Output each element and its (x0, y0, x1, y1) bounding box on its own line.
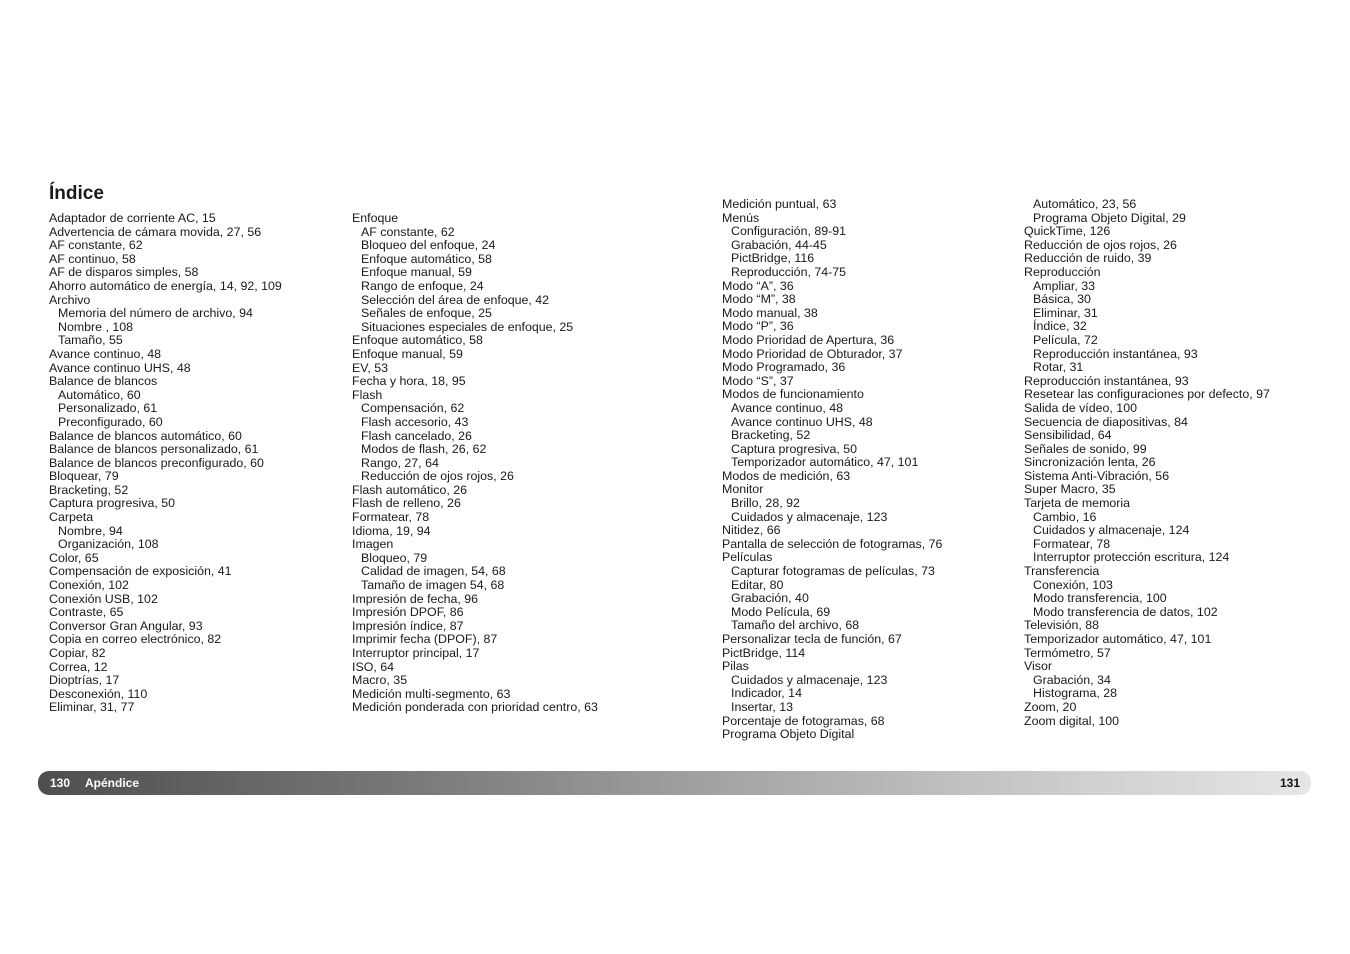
index-entry: Desconexión, 110 (49, 686, 148, 701)
index-subentry: Tamaño de imagen 54, 68 (361, 578, 505, 593)
index-subentry: Programa Objeto Digital, 29 (1033, 210, 1186, 225)
index-entry: Carpeta (49, 510, 94, 525)
index-subentry: Memoria del número de archivo, 94 (58, 306, 253, 321)
index-entry: Copia en correo electrónico, 82 (49, 632, 222, 647)
index-entry: Conexión, 102 (49, 578, 129, 593)
index-entry: Flash (352, 387, 383, 402)
index-entry: Balance de blancos (49, 374, 158, 389)
index-entry: Pantalla de selección de fotogramas, 76 (722, 536, 943, 551)
index-entry: Ahorro automático de energía, 14, 92, 109 (49, 278, 282, 293)
index-entry: Captura progresiva, 50 (49, 496, 176, 511)
index-subentry: Automático, 60 (58, 387, 141, 402)
index-entry: Idioma, 19, 94 (352, 523, 431, 538)
index-subentry: Formatear, 78 (1033, 536, 1111, 551)
index-entry: Monitor (722, 482, 764, 497)
index-entry: Eliminar, 31, 77 (49, 700, 135, 715)
index-subentry: Reproducción instantánea, 93 (1033, 346, 1198, 361)
index-subentry: Rango, 27, 64 (361, 455, 439, 470)
index-entry: Compensación de exposición, 41 (49, 564, 232, 579)
index-entry: ISO, 64 (352, 659, 395, 674)
right-page-number: 131 (1279, 776, 1300, 790)
index-subentry: Automático, 23, 56 (1033, 197, 1137, 211)
index-subentry: Histograma, 28 (1033, 686, 1118, 701)
index-entry: AF de disparos simples, 58 (49, 265, 199, 280)
left-page-number: 130 (50, 776, 71, 790)
index-subentry: Modo transferencia de datos, 102 (1033, 604, 1218, 619)
index-column-4 (1024, 198, 1270, 728)
index-entry: Avance continuo, 48 (49, 346, 162, 361)
index-entry: Imagen (352, 537, 394, 552)
index-entry: Impresión índice, 87 (352, 618, 464, 633)
index-entry: PictBridge, 114 (722, 645, 806, 660)
index-subentry: Modo transferencia, 100 (1033, 591, 1167, 606)
index-entry: Modos de funcionamiento (722, 387, 864, 402)
index-entry: Balance de blancos automático, 60 (49, 428, 242, 443)
index-entry: Modos de medición, 63 (722, 468, 851, 483)
index-entry: Menús (722, 210, 760, 225)
index-subentry: Compensación, 62 (361, 401, 465, 416)
index-entry: Sincronización lenta, 26 (1024, 455, 1156, 470)
index-subentry: Rotar, 31 (1033, 360, 1084, 375)
index-entry: Flash de relleno, 26 (352, 496, 461, 511)
index-entry: Balance de blancos preconfigurado, 60 (49, 455, 264, 470)
index-entry: Medición ponderada con prioridad centro, 63 (352, 700, 598, 715)
footer-bar (38, 771, 1311, 795)
index-subentry: PictBridge, 116 (731, 251, 815, 266)
index-entry: Avance continuo UHS, 48 (49, 360, 191, 375)
index-entry: Advertencia de cámara movida, 27, 56 (49, 224, 262, 239)
index-entry: Zoom, 20 (1024, 699, 1077, 714)
index-entry: Interruptor principal, 17 (352, 646, 480, 660)
index-entry: Modo Prioridad de Apertura, 36 (722, 332, 895, 347)
index-entry: Imprimir fecha (DPOF), 87 (352, 632, 498, 647)
index-subentry: Bloqueo del enfoque, 24 (361, 238, 496, 253)
index-entry: AF continuo, 58 (49, 251, 136, 266)
index-subentry: Índice, 32 (1033, 319, 1087, 334)
index-subentry: Rango de enfoque, 24 (361, 278, 484, 293)
index-entry: Medición multi-segmento, 63 (352, 686, 511, 701)
index-entry: Conexión USB, 102 (49, 591, 158, 606)
index-entry: Modo “P”, 36 (722, 319, 794, 334)
index-entry: Secuencia de diapositivas, 84 (1024, 414, 1188, 429)
index-entry: Reducción de ojos rojos, 26 (1024, 237, 1177, 252)
index-entry: Reproducción instantánea, 93 (1024, 373, 1189, 388)
index-subentry: Grabación, 44-45 (731, 237, 827, 252)
index-entry: Bracketing, 52 (49, 482, 129, 497)
index-subentry: Reproducción, 74-75 (731, 264, 847, 279)
index-subentry: Preconfigurado, 60 (58, 414, 163, 429)
index-entry: Nitidez, 66 (722, 523, 781, 538)
index-entry: Enfoque (352, 211, 399, 225)
index-subentry: Básica, 30 (1033, 292, 1091, 307)
index-entry: Tarjeta de memoria (1024, 496, 1131, 511)
index-subentry: Bracketing, 52 (731, 428, 811, 443)
index-entry: Modo “M”, 38 (722, 292, 796, 307)
index-entry: Impresión DPOF, 86 (352, 605, 464, 620)
index-subentry: Modos de flash, 26, 62 (361, 442, 487, 457)
index-entry: Salida de vídeo, 100 (1024, 400, 1137, 415)
index-entry: Porcentaje de fotogramas, 68 (722, 713, 885, 728)
index-entry: Temporizador automático, 47, 101 (1024, 632, 1212, 646)
index-entry: Sensibilidad, 64 (1024, 428, 1112, 443)
index-entry: Películas (722, 550, 773, 565)
index-entry: Copiar, 82 (49, 646, 106, 660)
index-subentry: Brillo, 28, 92 (731, 496, 800, 511)
index-entry: Enfoque manual, 59 (352, 346, 463, 361)
index-subentry: Eliminar, 31 (1033, 305, 1098, 320)
index-entry: Visor (1024, 659, 1053, 674)
index-subentry: Grabación, 34 (1033, 672, 1111, 687)
section-name: Apéndice (85, 776, 140, 790)
index-entry: EV, 53 (352, 360, 389, 375)
index-subentry: Flash accesorio, 43 (361, 414, 469, 429)
index-subentry: Grabación, 40 (731, 591, 809, 606)
index-column-3 (722, 198, 942, 742)
index-entry: Medición puntual, 63 (722, 197, 837, 211)
index-subentry: Película, 72 (1033, 332, 1098, 347)
index-subentry: Cuidados y almacenaje, 124 (1033, 523, 1190, 538)
index-entry: Bloquear, 79 (49, 469, 119, 484)
index-subentry: Situaciones especiales de enfoque, 25 (361, 319, 574, 334)
index-entry: Fecha y hora, 18, 95 (352, 374, 466, 389)
index-subentry: Calidad de imagen, 54, 68 (361, 564, 506, 579)
index-entry: Formatear, 78 (352, 510, 430, 525)
index-entry: Señales de sonido, 99 (1024, 441, 1147, 456)
index-entry: QuickTime, 126 (1024, 224, 1111, 239)
index-subentry: Modo Película, 69 (731, 604, 831, 619)
index-entry: Reducción de ruido, 39 (1024, 251, 1152, 266)
index-subentry: Capturar fotogramas de películas, 73 (731, 564, 935, 579)
index-entry: Modo “S”, 37 (722, 373, 794, 388)
index-subentry: Avance continuo UHS, 48 (731, 414, 873, 429)
index-subentry: Temporizador automático, 47, 101 (731, 455, 919, 470)
index-subentry: Selección del área de enfoque, 42 (361, 292, 550, 307)
index-entry: Impresión de fecha, 96 (352, 591, 479, 606)
index-entry: Resetear las configuraciones por defecto, 97 (1024, 387, 1270, 402)
index-subentry: Nombre, 94 (58, 523, 123, 538)
index-subentry: Tamaño, 55 (58, 333, 123, 348)
index-subentry: Reducción de ojos rojos, 26 (361, 469, 514, 484)
index-entry: Balance de blancos personalizado, 61 (49, 442, 259, 457)
index-entry: Archivo (49, 292, 91, 307)
index-subentry: Avance continuo, 48 (731, 400, 844, 415)
index-entry: Transferencia (1024, 564, 1100, 579)
index-entry: Personalizar tecla de función, 67 (722, 632, 902, 646)
index-entry: AF constante, 62 (49, 238, 143, 253)
index-entry: Modo Programado, 36 (722, 360, 846, 375)
index-subentry: Insertar, 13 (731, 699, 793, 714)
index-entry: Pilas (722, 659, 749, 674)
index-entry: Contraste, 65 (49, 605, 124, 620)
index-subentry: Nombre , 108 (58, 319, 134, 334)
index-subentry: Bloqueo, 79 (361, 550, 428, 565)
index-entry: Color, 65 (49, 550, 99, 565)
index-entry: Modo manual, 38 (722, 305, 818, 320)
index-entry: Modo “A”, 36 (722, 278, 794, 293)
index-subentry: Personalizado, 61 (58, 401, 158, 416)
index-subentry: AF constante, 62 (361, 224, 455, 239)
index-subentry: Cambio, 16 (1033, 509, 1097, 524)
index-entry: Sistema Anti-Vibración, 56 (1024, 468, 1170, 483)
index-entry: Televisión, 88 (1024, 618, 1100, 633)
index-subentry: Interruptor protección escritura, 124 (1033, 550, 1230, 565)
index-entry: Correa, 12 (49, 659, 108, 674)
index-subentry: Editar, 80 (731, 577, 784, 592)
index-entry: Termómetro, 57 (1024, 645, 1111, 660)
index-subentry: Configuración, 89-91 (731, 224, 847, 239)
index-entry: Super Macro, 35 (1024, 482, 1116, 497)
index-entry: Reproducción (1024, 264, 1101, 279)
index-entry: Zoom digital, 100 (1024, 713, 1120, 728)
page-title: Índice (49, 183, 104, 204)
index-entry: Modo Prioridad de Obturador, 37 (722, 346, 903, 361)
index-entry: Dioptrías, 17 (49, 673, 120, 688)
index-entry: Macro, 35 (352, 673, 408, 688)
index-subentry: Captura progresiva, 50 (731, 441, 858, 456)
index-column-1 (49, 212, 282, 715)
index-subentry: Cuidados y almacenaje, 123 (731, 509, 888, 524)
index-subentry: Organización, 108 (58, 537, 159, 552)
index-subentry: Indicador, 14 (731, 686, 802, 701)
index-subentry: Enfoque automático, 58 (361, 251, 492, 266)
index-subentry: Enfoque manual, 59 (361, 265, 472, 280)
index-entry: Enfoque automático, 58 (352, 333, 483, 348)
index-subentry: Tamaño del archivo, 68 (731, 618, 860, 633)
index-subentry: Señales de enfoque, 25 (361, 306, 492, 321)
index-column-2 (352, 212, 598, 715)
index-entry: Conversor Gran Angular, 93 (49, 618, 203, 633)
index-entry: Programa Objeto Digital (722, 727, 855, 742)
index-entry: Adaptador de corriente AC, 15 (49, 211, 216, 225)
index-subentry: Cuidados y almacenaje, 123 (731, 672, 888, 687)
index-subentry: Conexión, 103 (1033, 577, 1113, 592)
index-subentry: Flash cancelado, 26 (361, 428, 472, 443)
index-subentry: Ampliar, 33 (1033, 278, 1095, 293)
index-entry: Flash automático, 26 (352, 482, 468, 497)
